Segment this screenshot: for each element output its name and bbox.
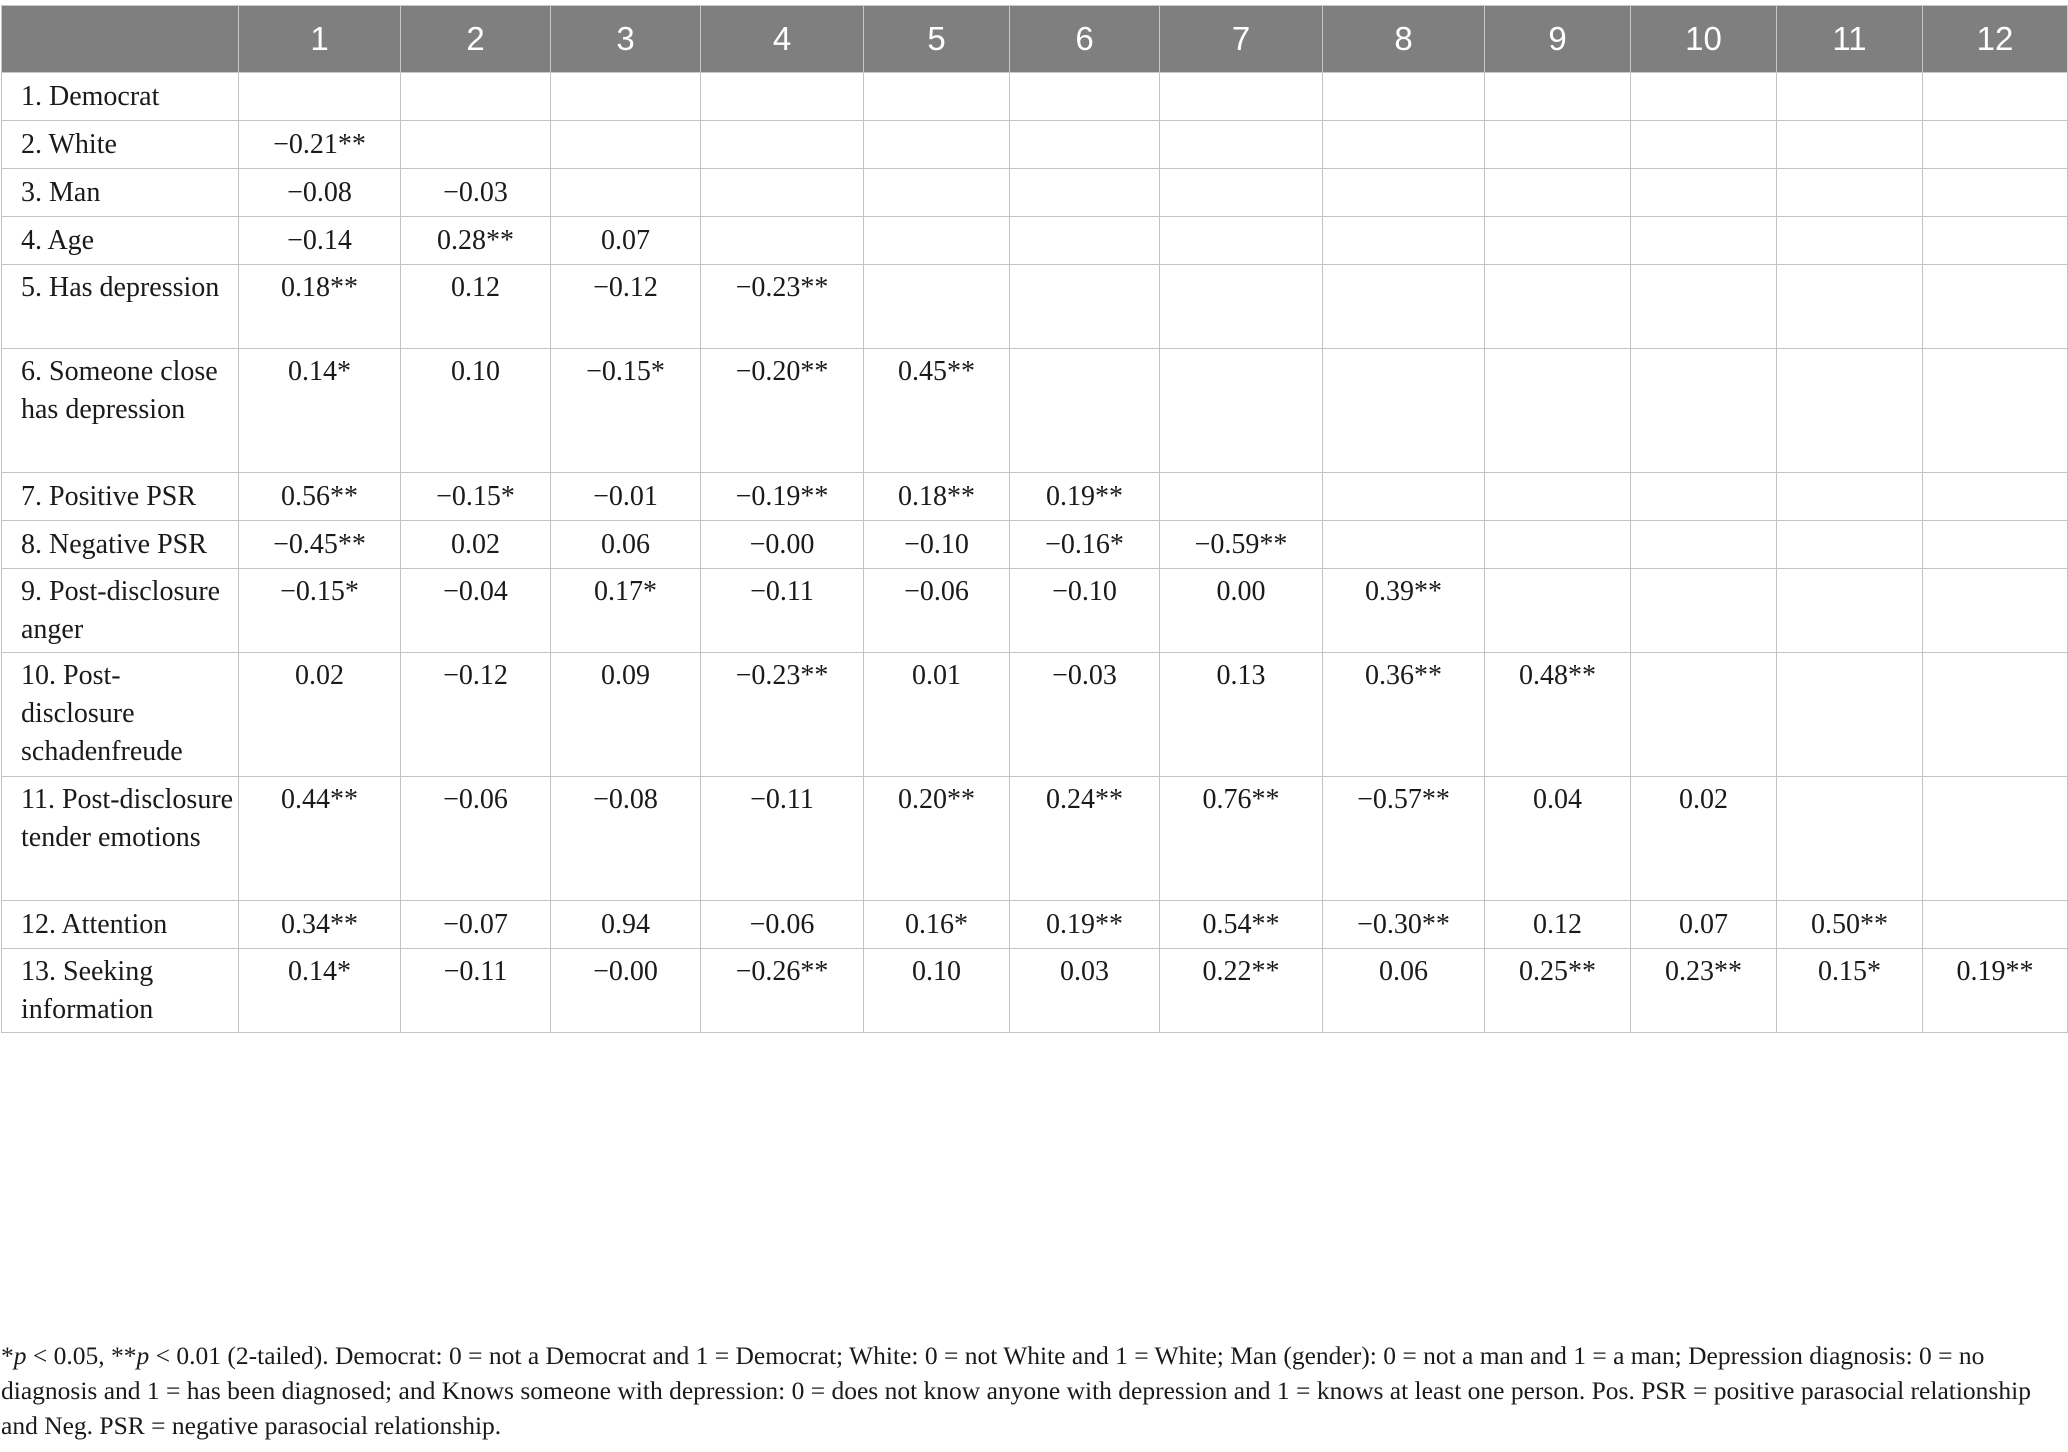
- table-cell: −0.23**: [701, 653, 864, 777]
- table-cell: 0.09: [551, 653, 701, 777]
- row-label: 2. White: [2, 121, 239, 169]
- table-cell: −0.04: [401, 569, 551, 653]
- table-cell: [864, 121, 1010, 169]
- table-cell: 0.14*: [239, 949, 401, 1033]
- table-cell: −0.15*: [401, 473, 551, 521]
- table-cell: [401, 73, 551, 121]
- table-cell: 0.19**: [1010, 901, 1160, 949]
- table-cell: [1323, 217, 1485, 265]
- table-cell: −0.00: [701, 521, 864, 569]
- table-cell: [1923, 653, 2068, 777]
- table-cell: [1631, 121, 1777, 169]
- table-cell: [1631, 521, 1777, 569]
- table-footnote: [1, 1338, 2051, 1443]
- table-cell: [1631, 265, 1777, 349]
- header-corner-cell: [2, 6, 239, 73]
- row-label: 12. Attention: [2, 901, 239, 949]
- table-cell: [1010, 73, 1160, 121]
- table-cell: [1485, 569, 1631, 653]
- table-cell: [1923, 169, 2068, 217]
- table-cell: −0.20**: [701, 349, 864, 473]
- row-label: 7. Positive PSR: [2, 473, 239, 521]
- row-label: 3. Man: [2, 169, 239, 217]
- table-cell: [1631, 349, 1777, 473]
- table-cell: [1777, 73, 1923, 121]
- table-cell: [1923, 349, 2068, 473]
- table-cell: [1160, 473, 1323, 521]
- table-cell: [1631, 569, 1777, 653]
- column-header-3: 3: [551, 6, 701, 73]
- table-cell: 0.02: [1631, 777, 1777, 901]
- table-cell: 0.24**: [1010, 777, 1160, 901]
- table-cell: −0.15*: [551, 349, 701, 473]
- table-cell: [1323, 473, 1485, 521]
- table-cell: 0.19**: [1010, 473, 1160, 521]
- table-cell: [551, 169, 701, 217]
- table-cell: [1160, 217, 1323, 265]
- table-cell: 0.20**: [864, 777, 1010, 901]
- footnote-p1-symbol: *: [1, 1341, 14, 1370]
- table-cell: −0.01: [551, 473, 701, 521]
- table-cell: [1777, 569, 1923, 653]
- table-cell: −0.10: [864, 521, 1010, 569]
- table-cell: −0.45**: [239, 521, 401, 569]
- table-cell: [1777, 349, 1923, 473]
- table-cell: 0.94: [551, 901, 701, 949]
- table-cell: [1777, 121, 1923, 169]
- table-cell: [1777, 265, 1923, 349]
- table-cell: [1160, 73, 1323, 121]
- table-cell: [401, 121, 551, 169]
- table-row: [2, 473, 2068, 521]
- row-label: 9. Post-disclosure anger: [2, 569, 239, 653]
- table-cell: [1777, 777, 1923, 901]
- table-cell: [864, 169, 1010, 217]
- table-cell: [1923, 521, 2068, 569]
- table-cell: [701, 169, 864, 217]
- table-cell: 0.25**: [1485, 949, 1631, 1033]
- row-label: 5. Has depression: [2, 265, 239, 349]
- table-cell: [1777, 473, 1923, 521]
- table-cell: −0.10: [1010, 569, 1160, 653]
- table-cell: [1923, 265, 2068, 349]
- table-cell: [1923, 121, 2068, 169]
- table-cell: 0.36**: [1323, 653, 1485, 777]
- table-cell: 0.13: [1160, 653, 1323, 777]
- table-cell: [1323, 169, 1485, 217]
- row-label: 4. Age: [2, 217, 239, 265]
- table-row: [2, 777, 2068, 901]
- table-cell: [1485, 121, 1631, 169]
- column-header-7: 7: [1160, 6, 1323, 73]
- table-row: [2, 169, 2068, 217]
- table-cell: [1485, 217, 1631, 265]
- table-cell: [1160, 349, 1323, 473]
- table-cell: [1323, 73, 1485, 121]
- table-row: [2, 949, 2068, 1033]
- table-cell: 0.22**: [1160, 949, 1323, 1033]
- table-cell: [1923, 73, 2068, 121]
- correlation-table: [1, 5, 2068, 1033]
- table-cell: −0.12: [401, 653, 551, 777]
- table-cell: −0.08: [239, 169, 401, 217]
- table-cell: [1631, 653, 1777, 777]
- table-cell: [551, 73, 701, 121]
- footnote-p1-value: < 0.05,: [26, 1341, 112, 1370]
- table-cell: 0.02: [401, 521, 551, 569]
- table-cell: [1485, 521, 1631, 569]
- table-cell: 0.10: [401, 349, 551, 473]
- row-label: 13. Seeking information: [2, 949, 239, 1033]
- table-cell: [1010, 217, 1160, 265]
- table-cell: [1323, 349, 1485, 473]
- table-cell: 0.16*: [864, 901, 1010, 949]
- table-cell: [1631, 73, 1777, 121]
- table-cell: −0.16*: [1010, 521, 1160, 569]
- table-cell: −0.19**: [701, 473, 864, 521]
- table-cell: −0.03: [401, 169, 551, 217]
- table-cell: 0.50**: [1777, 901, 1923, 949]
- table-cell: [1485, 349, 1631, 473]
- table-cell: −0.11: [401, 949, 551, 1033]
- column-header-11: 11: [1777, 6, 1923, 73]
- table-cell: [1777, 169, 1923, 217]
- table-cell: −0.06: [864, 569, 1010, 653]
- table-cell: 0.12: [1485, 901, 1631, 949]
- table-row: [2, 349, 2068, 473]
- table-cell: [1777, 521, 1923, 569]
- table-row: [2, 265, 2068, 349]
- table-row: [2, 901, 2068, 949]
- table-cell: [1923, 217, 2068, 265]
- table-cell: [701, 73, 864, 121]
- table-cell: [1631, 473, 1777, 521]
- table-cell: 0.34**: [239, 901, 401, 949]
- column-header-2: 2: [401, 6, 551, 73]
- table-cell: 0.12: [401, 265, 551, 349]
- row-label: 1. Democrat: [2, 73, 239, 121]
- table-cell: [1010, 349, 1160, 473]
- row-label: 10. Post-disclosure schadenfreude: [2, 653, 239, 777]
- table-cell: [1485, 73, 1631, 121]
- table-cell: [239, 73, 401, 121]
- column-header-5: 5: [864, 6, 1010, 73]
- table-row: [2, 217, 2068, 265]
- table-cell: 0.07: [551, 217, 701, 265]
- column-header-10: 10: [1631, 6, 1777, 73]
- table-cell: [1160, 265, 1323, 349]
- column-header-6: 6: [1010, 6, 1160, 73]
- table-cell: −0.57**: [1323, 777, 1485, 901]
- table-cell: 0.54**: [1160, 901, 1323, 949]
- table-cell: 0.28**: [401, 217, 551, 265]
- table-header: [2, 6, 2068, 73]
- footnote-p2-value: < 0.01 (2-tailed).: [149, 1341, 336, 1370]
- table-cell: 0.14*: [239, 349, 401, 473]
- table-row: [2, 121, 2068, 169]
- table-cell: [1485, 169, 1631, 217]
- table-cell: −0.11: [701, 569, 864, 653]
- table-cell: 0.02: [239, 653, 401, 777]
- table-cell: [1923, 569, 2068, 653]
- table-cell: [1923, 473, 2068, 521]
- table-cell: [1631, 217, 1777, 265]
- table-cell: 0.17*: [551, 569, 701, 653]
- table-cell: [1777, 653, 1923, 777]
- table-cell: [1010, 265, 1160, 349]
- table-cell: −0.03: [1010, 653, 1160, 777]
- table-cell: [1323, 265, 1485, 349]
- table-row: [2, 653, 2068, 777]
- table-cell: 0.19**: [1923, 949, 2068, 1033]
- table-body: [2, 73, 2068, 1033]
- table-cell: [701, 217, 864, 265]
- table-cell: 0.07: [1631, 901, 1777, 949]
- table-cell: [1485, 265, 1631, 349]
- header-row: [2, 6, 2068, 73]
- table-cell: [864, 73, 1010, 121]
- table-cell: −0.11: [701, 777, 864, 901]
- table-cell: [1323, 121, 1485, 169]
- table-row: [2, 521, 2068, 569]
- column-header-1: 1: [239, 6, 401, 73]
- table-cell: −0.07: [401, 901, 551, 949]
- table-cell: 0.18**: [864, 473, 1010, 521]
- table-cell: −0.15*: [239, 569, 401, 653]
- table-cell: −0.06: [401, 777, 551, 901]
- table-cell: −0.26**: [701, 949, 864, 1033]
- footnote-p2-symbol: **: [111, 1341, 137, 1370]
- table-cell: 0.56**: [239, 473, 401, 521]
- table-cell: 0.00: [1160, 569, 1323, 653]
- table-cell: [1010, 169, 1160, 217]
- column-header-9: 9: [1485, 6, 1631, 73]
- table-cell: 0.45**: [864, 349, 1010, 473]
- table-cell: 0.48**: [1485, 653, 1631, 777]
- table-cell: 0.06: [551, 521, 701, 569]
- table-cell: [1485, 473, 1631, 521]
- column-header-8: 8: [1323, 6, 1485, 73]
- row-label: 6. Someone close has depression: [2, 349, 239, 473]
- table-cell: 0.04: [1485, 777, 1631, 901]
- table-cell: [1923, 901, 2068, 949]
- table-row: [2, 569, 2068, 653]
- table-cell: 0.10: [864, 949, 1010, 1033]
- table-cell: [1923, 777, 2068, 901]
- table-cell: [1323, 521, 1485, 569]
- table-cell: 0.01: [864, 653, 1010, 777]
- table-cell: −0.59**: [1160, 521, 1323, 569]
- table-cell: 0.18**: [239, 265, 401, 349]
- table-cell: [1777, 217, 1923, 265]
- table-cell: −0.00: [551, 949, 701, 1033]
- table-cell: [701, 121, 864, 169]
- table-cell: [1160, 121, 1323, 169]
- table-cell: 0.44**: [239, 777, 401, 901]
- table-cell: [1010, 121, 1160, 169]
- table-cell: 0.06: [1323, 949, 1485, 1033]
- table-cell: 0.03: [1010, 949, 1160, 1033]
- footnote-p2-italic: p: [136, 1341, 150, 1370]
- table-row: [2, 73, 2068, 121]
- table-cell: [1160, 169, 1323, 217]
- table-cell: [1631, 169, 1777, 217]
- footnote-text: Democrat: 0 = not a Democrat and 1 = Democrat; White: 0 = not White and 1 = White; Man (gender): 0 = not a man and 1 = a man; Depression diagnosis: 0 = no diagnosis and 1 = has been diagnosed; and Knows someone with depression: 0 = does not know anyone with depression and 1 = knows at least one person. Pos. PSR = positive parasocial relationship and Neg. PSR = negative parasocial relationship.: [1, 1341, 2031, 1440]
- table-cell: 0.39**: [1323, 569, 1485, 653]
- table-cell: 0.23**: [1631, 949, 1777, 1033]
- table-cell: 0.15*: [1777, 949, 1923, 1033]
- table-cell: 0.76**: [1160, 777, 1323, 901]
- table-cell: −0.06: [701, 901, 864, 949]
- footnote-p1-italic: p: [13, 1341, 27, 1370]
- column-header-12: 12: [1923, 6, 2068, 73]
- table-cell: [864, 265, 1010, 349]
- table-cell: −0.30**: [1323, 901, 1485, 949]
- table-cell: [864, 217, 1010, 265]
- table-cell: −0.23**: [701, 265, 864, 349]
- table-cell: [551, 121, 701, 169]
- table-cell: −0.12: [551, 265, 701, 349]
- row-label: 8. Negative PSR: [2, 521, 239, 569]
- row-label: 11. Post-disclosure tender emotions: [2, 777, 239, 901]
- table-cell: −0.14: [239, 217, 401, 265]
- column-header-4: 4: [701, 6, 864, 73]
- table-cell: −0.21**: [239, 121, 401, 169]
- table-cell: −0.08: [551, 777, 701, 901]
